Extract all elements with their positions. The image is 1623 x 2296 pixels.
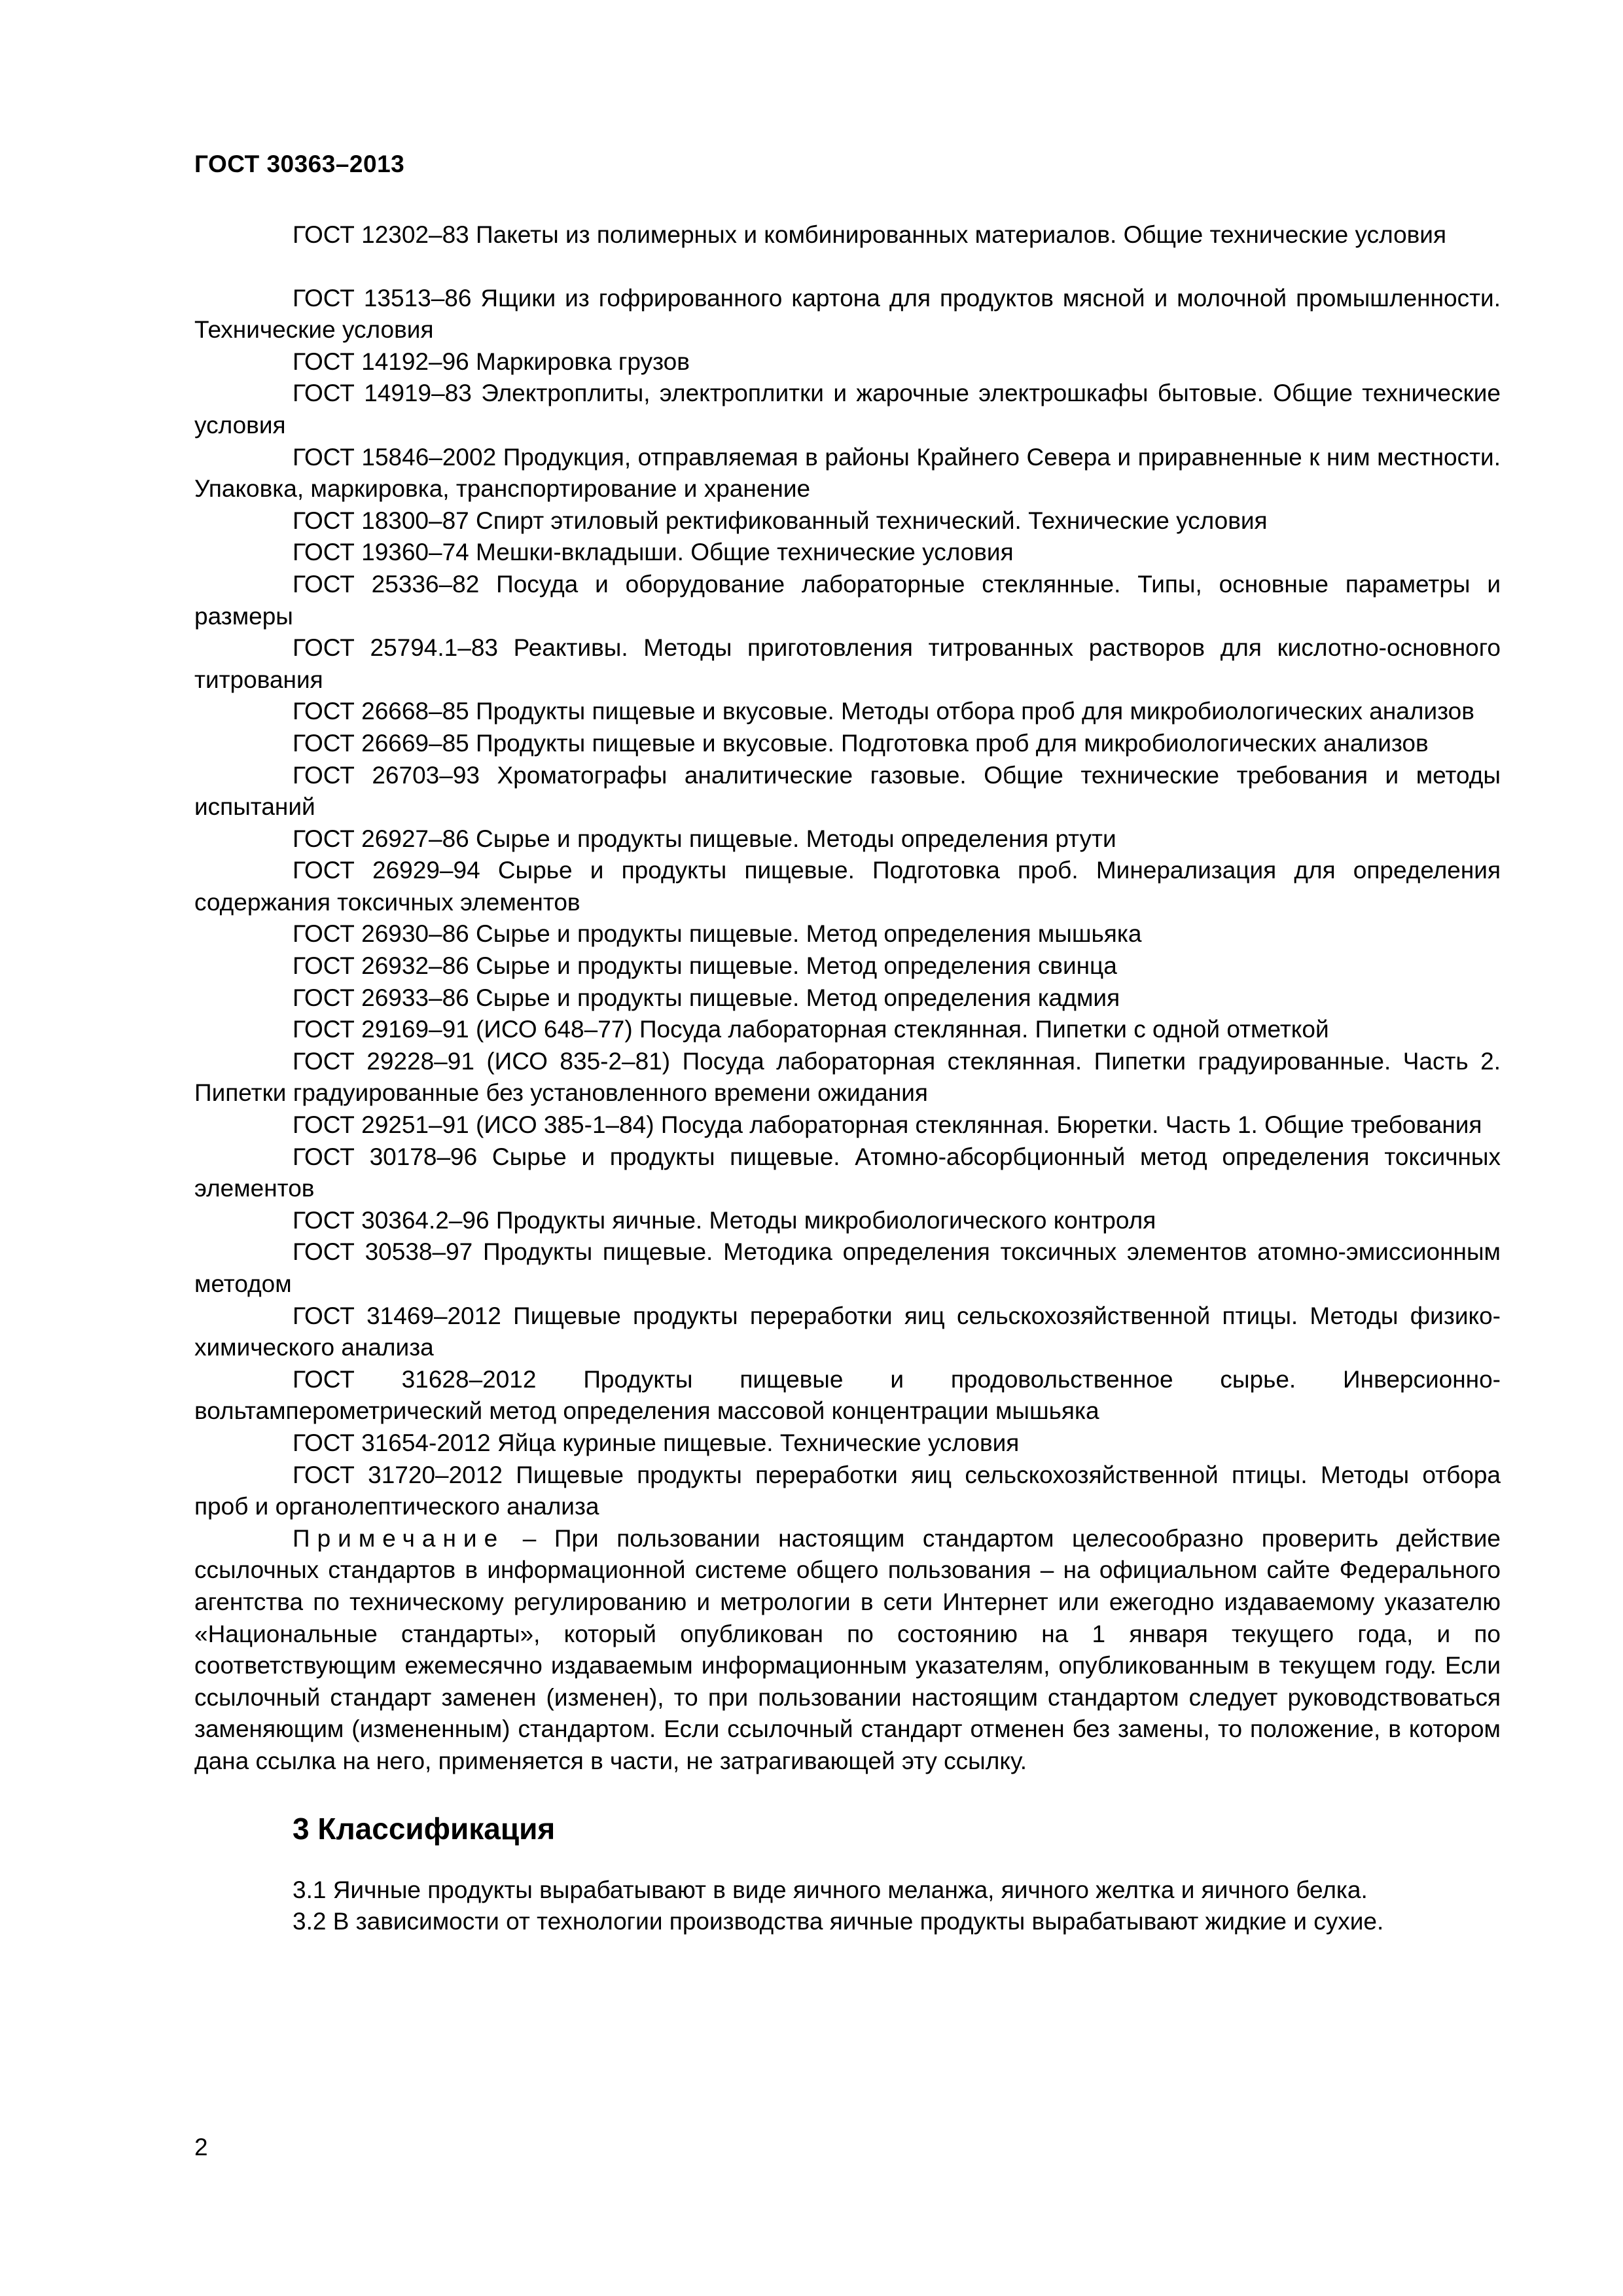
page-number: 2 <box>194 2134 208 2161</box>
reference-item: ГОСТ 30364.2–96 Продукты яичные. Методы микробиологического контроля <box>293 1206 1156 1234</box>
reference-item: ГОСТ 26703–93 Хроматографы аналитические газовые. Общие технические требования и методы испытаний <box>194 761 1501 821</box>
note-label: Примечание <box>293 1524 505 1552</box>
section-title: 3 Классификация <box>293 1811 556 1846</box>
reference-item: ГОСТ 19360–74 Мешки-вкладыши. Общие технические условия <box>293 539 1014 566</box>
reference-item: ГОСТ 30538–97 Продукты пищевые. Методика определения токсичных элементов атомно-эмиссионным методом <box>194 1238 1501 1297</box>
section-item: 3.1 Яичные продукты вырабатывают в виде яичного меланжа, яичного желтка и яичного белка. <box>293 1876 1368 1903</box>
reference-item: ГОСТ 15846–2002 Продукция, отправляемая в районы Крайнего Севера и приравненные к ним местности. Упаковка, маркировка, транспортирование и хранение <box>194 443 1501 503</box>
reference-item: ГОСТ 31720–2012 Пищевые продукты переработки яиц сельскохозяйственной птицы. Методы отбора проб и органолептического анализа <box>194 1461 1501 1520</box>
reference-item: ГОСТ 25794.1–83 Реактивы. Методы приготовления титрованных растворов для кислотно-основного титрования <box>194 634 1501 693</box>
reference-item: ГОСТ 12302–83 Пакеты из полимерных и комбинированных материалов. Общие технические условия <box>293 221 1447 248</box>
reference-item: ГОСТ 14919–83 Электроплиты, электроплитки и жарочные электрошкафы бытовые. Общие технические условия <box>194 380 1501 439</box>
reference-item: ГОСТ 13513–86 Ящики из гофрированного картона для продуктов мясной и молочной промышленности. Технические условия <box>194 284 1501 344</box>
reference-item: ГОСТ 26669–85 Продукты пищевые и вкусовые. Подготовка проб для микробиологических анализов <box>293 729 1429 757</box>
document-body <box>194 219 1501 1938</box>
reference-item: ГОСТ 26929–94 Сырье и продукты пищевые. Подготовка проб. Минерализация для определения содержания токсичных элементов <box>194 857 1501 916</box>
reference-item: ГОСТ 31469–2012 Пищевые продукты переработки яиц сельскохозяйственной птицы. Методы физико-химического анализа <box>194 1302 1501 1361</box>
reference-item: ГОСТ 26933–86 Сырье и продукты пищевые. Метод определения кадмия <box>293 984 1120 1011</box>
reference-item: ГОСТ 25336–82 Посуда и оборудование лабораторные стеклянные. Типы, основные параметры и размеры <box>194 570 1501 630</box>
reference-item: ГОСТ 26927–86 Сырье и продукты пищевые. Методы определения ртути <box>293 825 1116 852</box>
reference-item: ГОСТ 18300–87 Спирт этиловый ректификованный технический. Технические условия <box>293 507 1268 534</box>
reference-item: ГОСТ 29251–91 (ИСО 385-1–84) Посуда лабораторная стеклянная. Бюретки. Часть 1. Общие требования <box>293 1111 1482 1139</box>
note-text: – При пользовании настоящим стандартом целесообразно проверить действие ссылочных стандартов в информационной системе общего пользования – на официальном сайте Федерального агентства по техническому регулированию и метрологии в сети Интернет или ежегодно издаваемому указателю «Национальные стандарты», который опубликован по состоянию на 1 января текущего года, и по соответствующим ежемесячно издаваемым информационным указателям, опубликованным в текущем году. Если ссылочный стандарт заменен (изменен), то при пользовании настоящим стандартом следует руководствоваться заменяющим (измененным) стандартом. Если ссылочный стандарт отменен без замены, то положение, в котором дана ссылка на него, применяется в части, не затрагивающей эту ссылку. <box>194 1524 1501 1774</box>
reference-item: ГОСТ 26930–86 Сырье и продукты пищевые. Метод определения мышьяка <box>293 920 1142 948</box>
reference-item: ГОСТ 29169–91 (ИСО 648–77) Посуда лабораторная стеклянная. Пипетки с одной отметкой <box>293 1016 1329 1043</box>
section-item: 3.2 В зависимости от технологии производства яичные продукты вырабатывают жидкие и сухие. <box>293 1908 1384 1935</box>
reference-item: ГОСТ 26668–85 Продукты пищевые и вкусовые. Методы отбора проб для микробиологических анализов <box>293 698 1474 725</box>
reference-item: ГОСТ 26932–86 Сырье и продукты пищевые. Метод определения свинца <box>293 952 1117 980</box>
reference-item: ГОСТ 30178–96 Сырье и продукты пищевые. Атомно-абсорбционный метод определения токсичных элементов <box>194 1143 1501 1202</box>
note-paragraph <box>194 1523 1501 1778</box>
document-header: ГОСТ 30363–2013 <box>194 151 405 177</box>
reference-item: ГОСТ 14192–96 Маркировка грузов <box>293 348 690 375</box>
reference-item: ГОСТ 31628–2012 Продукты пищевые и продовольственное сырье. Инверсионно-вольтамперометрический метод определения массовой концентрации мышьяка <box>194 1365 1501 1425</box>
reference-item: ГОСТ 31654-2012 Яйца куриные пищевые. Технические условия <box>293 1429 1020 1456</box>
reference-item: ГОСТ 29228–91 (ИСО 835-2–81) Посуда лабораторная стеклянная. Пипетки градуированные. Часть 2. Пипетки градуированные без установленного времени ожидания <box>194 1047 1501 1107</box>
